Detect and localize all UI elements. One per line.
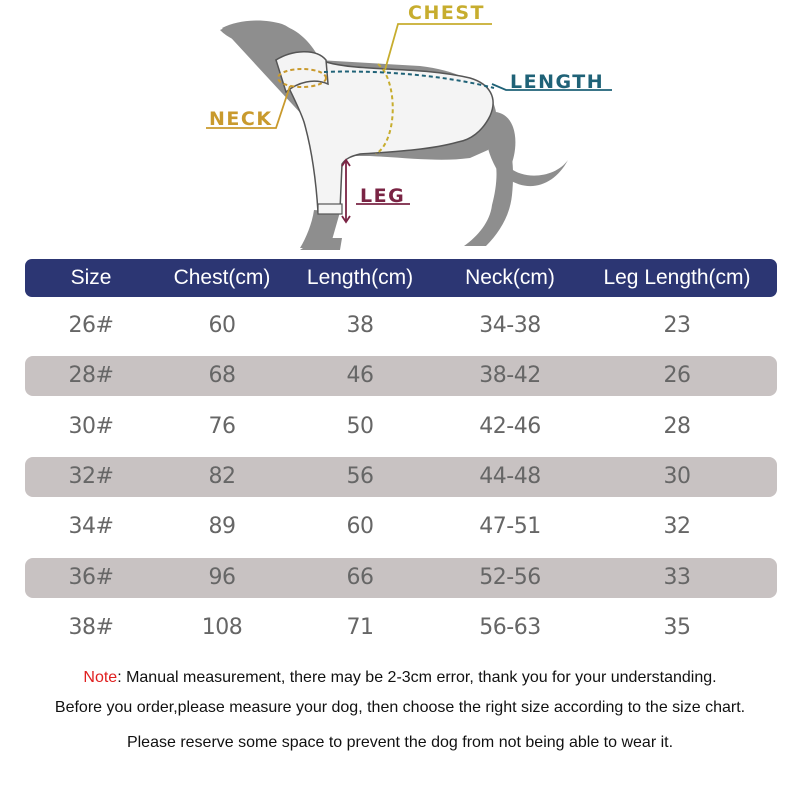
neck-cell: 42-46 [479,414,541,439]
table-row [25,608,777,648]
chest-cell: 89 [208,514,236,539]
chest-label: CHEST [408,2,485,24]
dog-measurement-illustration [0,0,800,260]
length-cell: 46 [346,363,374,388]
note-text: : Manual measurement, there may be 2-3cm error, thank you for your understanding. [117,669,717,686]
chest-cell: 68 [208,363,236,388]
size-cell: 28# [68,363,114,388]
size-cell: 38# [68,615,114,640]
note-keyword: Note [83,669,118,686]
size-cell: 30# [68,414,114,439]
neck-cell: 34-38 [479,313,541,338]
table-header-row [25,259,777,297]
size-cell: 32# [68,464,114,489]
neck-cell: 56-63 [479,615,541,640]
length-label: LENGTH [510,71,605,93]
chest-cell: 82 [208,464,236,489]
leg-length-cell: 30 [663,464,691,489]
table-row [25,457,777,497]
neck-cell: 38-42 [479,363,541,388]
leg-length-cell: 26 [663,363,691,388]
measurement-note [0,669,800,687]
leg-length-cell: 28 [663,414,691,439]
chest-cell: 108 [201,615,243,640]
length-cell: 71 [346,615,374,640]
neck-label: NECK [209,108,273,130]
size-cell: 26# [68,313,114,338]
table-row [25,558,777,598]
size-cell: 34# [68,514,114,539]
size-chart-table [25,259,777,649]
header-chest: Chest(cm) [173,266,271,289]
order-instruction: Before you order,please measure your dog, then choose the right size according to the size chart. [54,699,746,716]
table-row [25,507,777,547]
leg-length-cell: 32 [663,514,691,539]
leg-length-cell: 23 [663,313,691,338]
length-cell: 38 [346,313,374,338]
chest-cell: 60 [208,313,236,338]
header-length: Length(cm) [306,266,414,289]
size-cell: 36# [68,565,114,590]
chest-cell: 96 [208,565,236,590]
neck-cell: 44-48 [479,464,541,489]
space-reminder: Please reserve some space to prevent the dog from not being able to wear it. [126,734,674,751]
table-row [25,306,777,346]
leg-length-cell: 33 [663,565,691,590]
leg-length-cell: 35 [663,615,691,640]
header-leg-length: Leg Length(cm) [603,266,751,289]
chest-leader-line [385,24,492,70]
header-neck: Neck(cm) [465,266,555,289]
length-cell: 60 [346,514,374,539]
table-row [25,407,777,447]
neck-cell: 52-56 [479,565,541,590]
length-cell: 50 [346,414,374,439]
chest-cell: 76 [208,414,236,439]
garment-cuff [318,204,342,214]
header-size: Size [70,266,112,289]
length-cell: 56 [346,464,374,489]
leg-label: LEG [360,185,406,207]
table-row [25,356,777,396]
length-cell: 66 [346,565,374,590]
dog-front-paws [300,210,342,250]
neck-cell: 47-51 [479,514,541,539]
